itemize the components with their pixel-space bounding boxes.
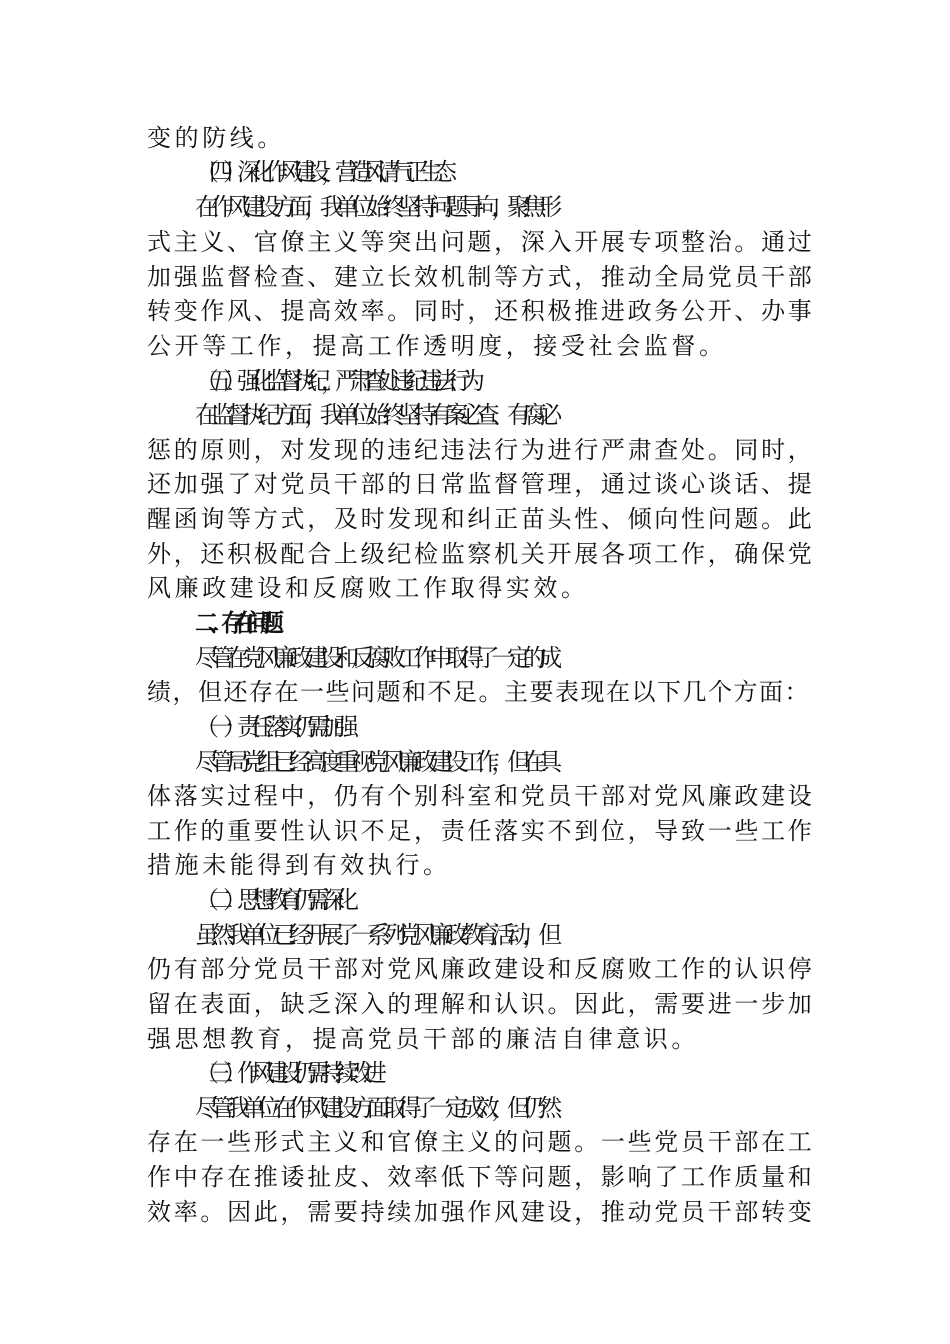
- section-heading: （二）思想教育仍需深化: [195, 886, 349, 914]
- paragraph-line: 工作的重要性认识不足，责任落实不到位，导致一些工作: [147, 817, 815, 845]
- paragraph-line: 公开等工作，提高工作透明度，接受社会监督。: [147, 332, 727, 360]
- section-heading: （五）强化监督执纪，严肃查处违纪违法行为: [195, 367, 475, 395]
- section-heading: （三）作风建设仍需持续改进: [195, 1059, 377, 1087]
- paragraph-line: 加强监督检查、建立长效机制等方式，推动全局党员干部: [147, 263, 815, 291]
- paragraph-line: 留在表面，缺乏深入的理解和认识。因此，需要进一步加: [147, 990, 815, 1018]
- paragraph-line: 尽管局党组已经高度重视党风廉政建设工作，但在具: [195, 748, 554, 776]
- paragraph-line: 在作风建设方面，我单位始终坚持问题导向，聚焦形: [195, 193, 554, 221]
- paragraph-line: 风廉政建设和反腐败工作取得实效。: [147, 574, 589, 602]
- paragraph-line: 尽管在党风廉政建设和反腐败工作中取得了一定的成: [195, 644, 554, 672]
- section-heading: （一）责任落实仍需加强: [195, 713, 349, 741]
- paragraph-line: 措施未能得到有效执行。: [147, 851, 451, 879]
- paragraph-line: 式主义、官僚主义等突出问题，深入开展专项整治。通过: [147, 228, 815, 256]
- paragraph-line: 还加强了对党员干部的日常监督管理，通过谈心谈话、提: [147, 470, 815, 498]
- paragraph-line: 惩的原则，对发现的违纪违法行为进行严肃查处。同时，: [147, 436, 815, 464]
- paragraph-line: 外，还积极配合上级纪检监察机关开展各项工作，确保党: [147, 540, 815, 568]
- paragraph-line: 仍有部分党员干部对党风廉政建设和反腐败工作的认识停: [147, 955, 815, 983]
- paragraph-line: 存在一些形式主义和官僚主义的问题。一些党员干部在工: [147, 1128, 815, 1156]
- paragraph-line: 变的防线。: [147, 124, 285, 152]
- paragraph-line: 效率。因此，需要持续加强作风建设，推动党员干部转变: [147, 1198, 815, 1226]
- paragraph-line: 虽然我单位已经开展了一系列党风廉政教育活动，但: [195, 921, 554, 949]
- paragraph-line: 在监督执纪方面，我单位始终坚持有案必查、有腐必: [195, 401, 554, 429]
- paragraph-line: 作中存在推诿扯皮、效率低下等问题，影响了工作质量和: [147, 1163, 815, 1191]
- section-heading: （四）深化作风建设，营造风清气正生态: [195, 158, 447, 186]
- paragraph-line: 强思想教育，提高党员干部的廉洁自律意识。: [147, 1025, 699, 1053]
- paragraph-line: 体落实过程中，仍有个别科室和党员干部对党风廉政建设: [147, 782, 815, 810]
- paragraph-line: 尽管我单位在作风建设方面取得了一定成效，但仍然: [195, 1094, 554, 1122]
- paragraph-line: 转变作风、提高效率。同时，还积极推进政务公开、办事: [147, 297, 815, 325]
- paragraph-line: 醒函询等方式，及时发现和纠正苗头性、倾向性问题。此: [147, 505, 815, 533]
- paragraph-line: 绩，但还存在一些问题和不足。主要表现在以下几个方面：: [147, 678, 810, 706]
- chapter-heading: 二、存在问题: [195, 609, 273, 637]
